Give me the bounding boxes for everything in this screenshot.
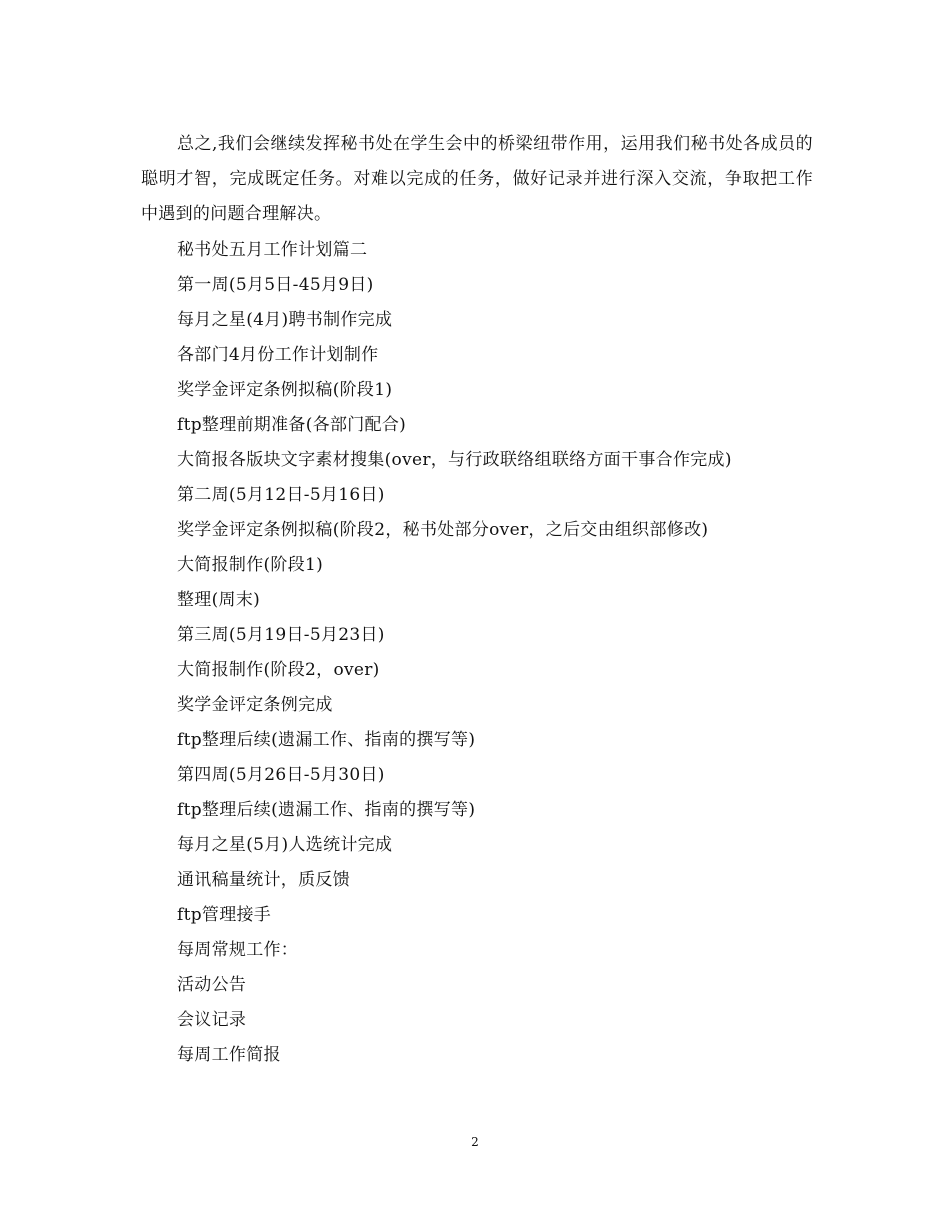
plan-item: 通讯稿量统计，质反馈	[177, 870, 350, 890]
page-number: 2	[471, 1135, 479, 1149]
document-body	[141, 127, 813, 1073]
plan-item: 每月之星(5月)人选统计完成	[177, 835, 393, 855]
plan-item: 大简报制作(阶段2，over)	[177, 660, 380, 680]
week-heading: 第二周(5月12日-5月16日)	[177, 485, 385, 505]
plan-item: 大简报各版块文字素材搜集(over，与行政联络组联络方面干事合作完成)	[177, 450, 732, 470]
week-heading: 第三周(5月19日-5月23日)	[177, 625, 385, 645]
week-heading: 第一周(5月5日-45月9日)	[177, 275, 374, 295]
plan-item: 奖学金评定条例拟稿(阶段1)	[177, 380, 393, 400]
section-heading: 秘书处五月工作计划篇二	[177, 240, 368, 260]
routine-item: 活动公告	[177, 975, 247, 995]
plan-item: 每月之星(4月)聘书制作完成	[177, 310, 393, 330]
plan-item: 奖学金评定条例拟稿(阶段2，秘书处部分over，之后交由组织部修改)	[177, 520, 709, 540]
routine-heading: 每周常规工作：	[177, 940, 299, 960]
plan-item: 整理(周末)	[177, 590, 261, 610]
plan-item: 奖学金评定条例完成	[177, 695, 333, 715]
plan-item: ftp整理后续(遗漏工作、指南的撰写等)	[177, 730, 476, 750]
plan-item: ftp整理前期准备(各部门配合)	[177, 415, 407, 435]
plan-item: 各部门4月份工作计划制作	[177, 345, 379, 365]
routine-item: 会议记录	[177, 1010, 247, 1030]
plan-item: 大简报制作(阶段1)	[177, 555, 324, 575]
plan-item: ftp整理后续(遗漏工作、指南的撰写等)	[177, 800, 476, 820]
plan-item: ftp管理接手	[177, 905, 272, 925]
intro-paragraph: 总之,我们会继续发挥秘书处在学生会中的桥梁纽带作用，运用我们秘书处各成员的聪明才智，完成既定任务。对难以完成的任务，做好记录并进行深入交流，争取把工作中遇到的问题合理解决。	[141, 134, 813, 224]
routine-item: 每周工作简报	[177, 1045, 281, 1065]
week-heading: 第四周(5月26日-5月30日)	[177, 765, 385, 785]
